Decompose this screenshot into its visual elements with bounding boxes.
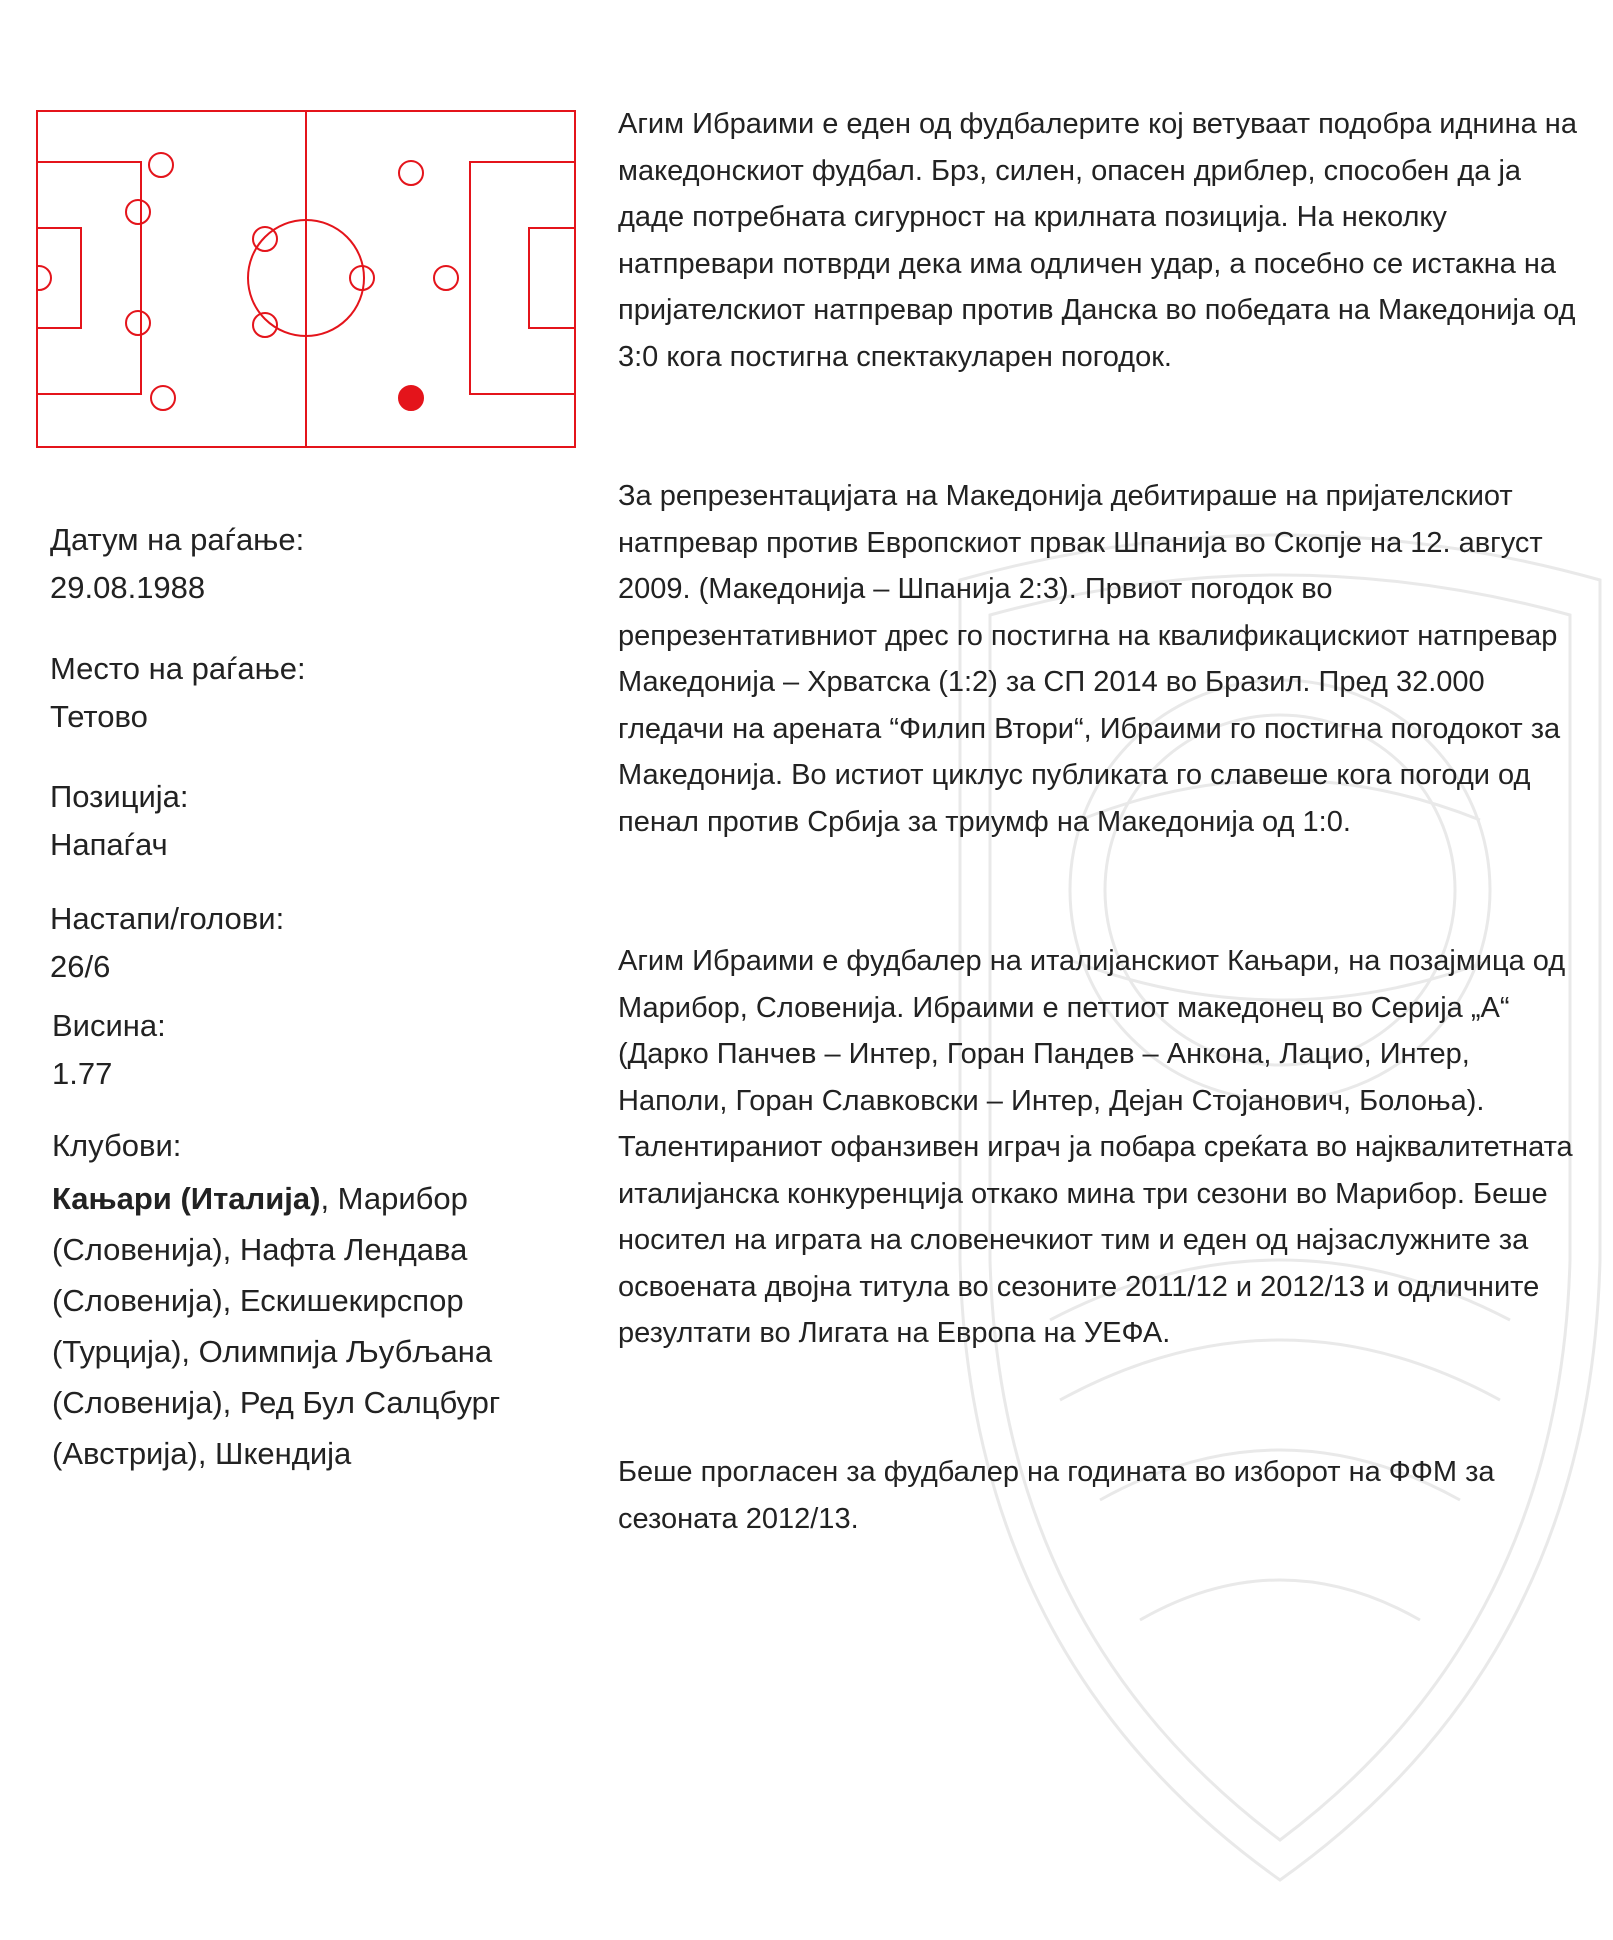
player-goalkeeper [36, 266, 51, 290]
former-clubs: , Марибор (Словенија), Нафта Лендава (Словенија), Ескишекирспор (Турција), Олимпија Љубљана (Словенија), Ред Бул Салцбург (Австрија), Шкендија [52, 1181, 501, 1471]
right-goal-area [529, 228, 575, 328]
bio-text-2: За репрезентацијата на Македонија дебитираше на пријателскиот натпревар против Европскиот првак Шпанија во Скопје на 12. август 2009. (Македонија – Шпанија 2:3). Првиот погодок во репрезентативниот дрес го постигна на квалификацискиот натпревар Македонија – Хрватска (1:2) за СП 2014 во Бразил. Пред 32.000 гледачи на арената “Филип Втори“, Ибраими го постигна погодокот за Македонија. Во истиот циклус публиката го славеше кога погоди од пенал против Србија за триумф на Македонија од 1:0. [618, 480, 1561, 838]
bio-paragraph-3 [618, 938, 1578, 1357]
player-defender-2 [126, 311, 150, 335]
current-club: Кањари (Италија) [52, 1181, 321, 1216]
player-defender-3 [149, 153, 173, 177]
bio-paragraph-2 [618, 473, 1578, 845]
player-highlighted [399, 386, 423, 410]
caps-value: 26/6 [50, 949, 111, 984]
player-forward-1 [399, 161, 423, 185]
position-label: Позиција: [50, 779, 189, 814]
pitch-diagram [36, 110, 576, 450]
player-midfielder-3 [350, 266, 374, 290]
left-goal-area [37, 228, 81, 328]
left-penalty-area [37, 162, 141, 394]
height-block [52, 1002, 552, 1098]
bio-text-1: Агим Ибраими е еден од фудбалерите кој ветуваат подобра иднина на македонскиот фудбал. Брз, силен, опасен дриблер, способен да ја даде потребната сигурност на крилната позиција. На неколку натпревари потврди дека има одличен удар, а посебно се истакна на пријателскиот натпревар против Данска во победата на Македонија од 3:0 кога постигна спектакуларен погодок. [618, 108, 1577, 373]
player-defender-4 [151, 386, 175, 410]
caps-block [50, 895, 550, 991]
dob-value: 29.08.1988 [50, 570, 206, 605]
bio-text-4: Беше прогласен за фудбалер на годината во изборот на ФФМ за сезоната 2012/13. [618, 1456, 1495, 1535]
player-midfielder-1 [253, 227, 277, 251]
height-value: 1.77 [52, 1056, 113, 1091]
player-defender-1 [126, 200, 150, 224]
dob-block [50, 516, 550, 612]
clubs-block [52, 1120, 552, 1479]
position-value: Напаѓач [50, 827, 168, 862]
bio-paragraph-1 [618, 101, 1578, 380]
height-label: Висина: [52, 1008, 166, 1043]
pob-label: Место на раѓање: [50, 651, 306, 686]
clubs-label: Клубови: [52, 1128, 182, 1163]
bio-text-3: Агим Ибраими е фудбалер на италијанскиот Кањари, на позајмица од Марибор, Словенија. Ибраими е петтиот македонец во Серија „А“ (Дарко Панчев – Интер, Горан Пандев – Анкона, Лацио, Интер, Наполи, Горан Славковски – Интер, Дејан Стојанович, Болоња). Талентираниот офанзивен играч ја побара среќата во најквалитетната италијанска конкуренција откако мина три сезони во Марибор. Беше носител на играта на словенечкиот тим и еден од најзаслужните за освоената двојна титула во сезоните 2011/12 и 2012/13 и одличните резултати во Лигата на Европа на УЕФА. [618, 945, 1573, 1349]
clubs-list [52, 1181, 500, 1471]
position-block [50, 773, 550, 869]
player-forward-2 [434, 266, 458, 290]
right-penalty-area [470, 162, 575, 394]
dob-label: Датум на раѓање: [50, 522, 305, 557]
bio-paragraph-4 [618, 1449, 1578, 1542]
pob-value: Тетово [50, 699, 148, 734]
pob-block [50, 645, 550, 741]
caps-label: Настапи/голови: [50, 901, 285, 936]
